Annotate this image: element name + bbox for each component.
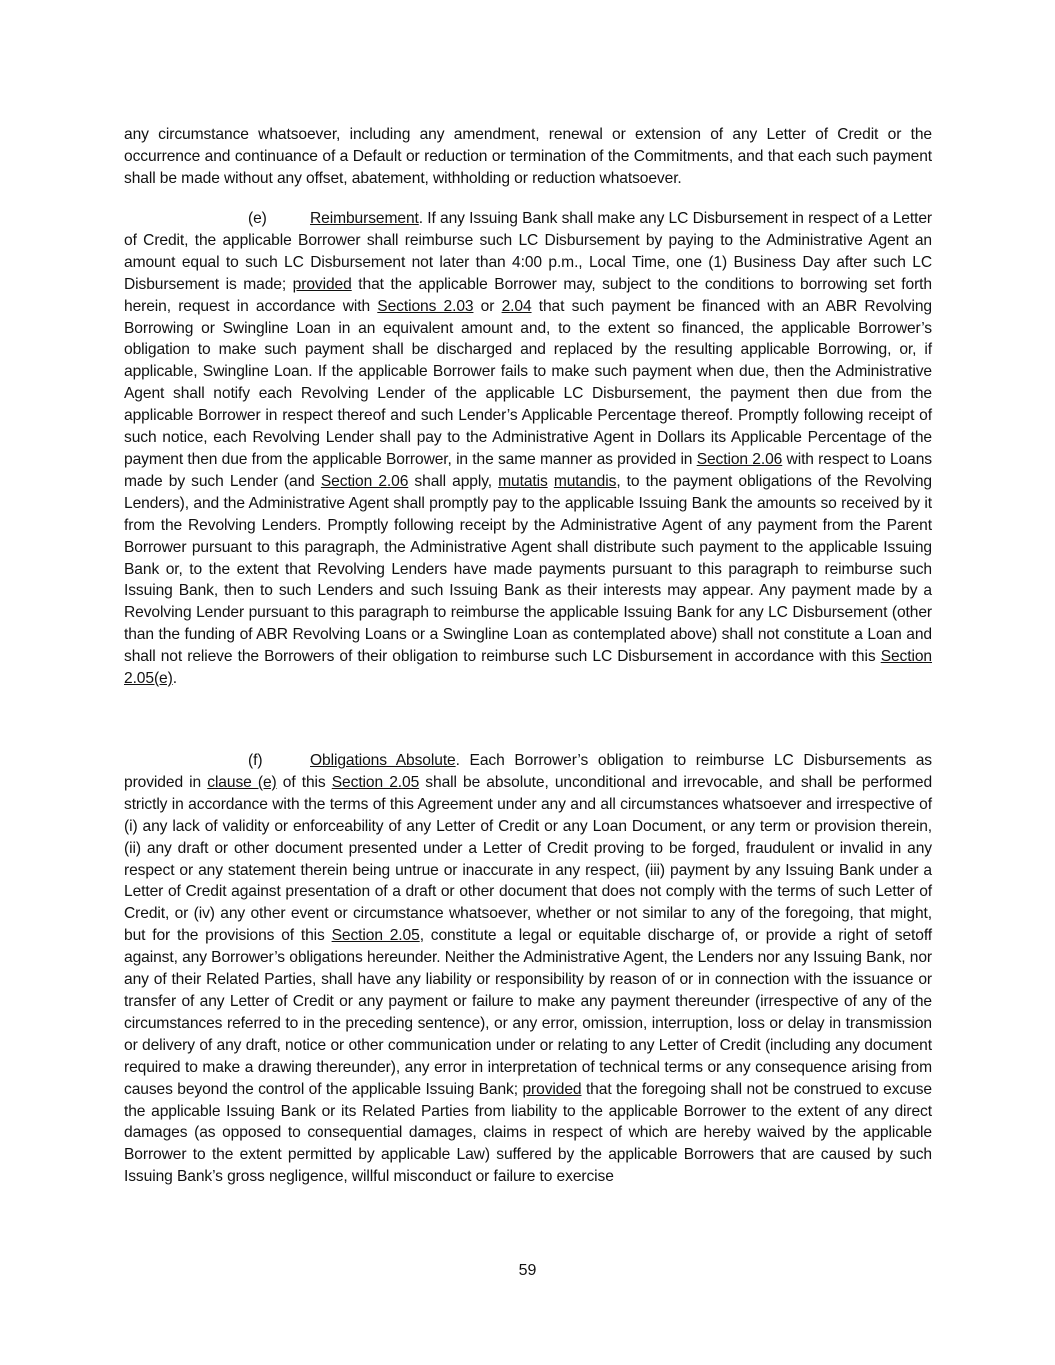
section-e-text: that the applicable Borrower may, subject to the conditions to borrowing set forth herein, request in accordance with <box>124 275 932 315</box>
latin-term: mutandis <box>553 472 617 490</box>
section-f-text: shall be absolute, unconditional and irrevocable, and shall be performed strictly in accordance with the terms of this Agreement under any and all circumstances whatsoever and irrespective of (i) any lack of validity or enforceability of any Letter of Credit or any Loan Document, or any term or provision therein, (ii) any draft or other document presented under a Letter of Credit proving to be forged, fraudulent or invalid in any respect or any statement therein being untrue or inaccurate in any respect, (iii) payment by any Issuing Bank under a Letter of Credit against presentation of a draft or other document that does not comply with the terms of such Letter of Credit, or (iv) any other event or circumstance whatsoever, whether or not similar to any of the foregoing, that might, but for the provisions of this <box>124 773 933 945</box>
section-f-text: of this <box>276 773 332 791</box>
latin-term: mutatis <box>498 472 548 490</box>
section-e-paragraph <box>124 208 932 690</box>
intro-paragraph-text: any circumstance whatsoever, including any amendment, renewal or extension of any Letter of Credit or the occurrence and continuance of a Default or reduction or termination of the Commitments, and that each such payment shall be made without any offset, abatement, withholding or reduction whatsoever. <box>124 126 932 187</box>
cross-reference-link[interactable]: Section 2.05(e) <box>124 648 932 688</box>
section-f-text: that the foregoing shall not be construed to excuse the applicable Issuing Bank or its Related Parties from liability to the applicable Borrower to the extent of any direct damages (as opposed to consequential damages, claims in respect of which are hereby waived by the applicable Borrower to the extent permitted by applicable Law) suffered by the applicable Borrowers that are caused by such Issuing Bank’s gross negligence, willful misconduct or failure to exercise <box>124 1080 932 1186</box>
section-e-heading: Reimbursement <box>310 210 419 227</box>
section-f-heading: Obligations Absolute <box>310 752 456 769</box>
cross-reference-link[interactable]: Section 2.05 <box>331 927 420 945</box>
section-f-provided: provided <box>522 1080 582 1098</box>
cross-reference-link[interactable]: Section 2.06 <box>320 472 409 490</box>
section-e-text: . If any Issuing Bank shall make any LC Disbursement in respect of a Letter of Credit, the applicable Borrower shall reimburse such LC Disbursement by paying to the Administrative Agent an amount equal to such LC Disbursement not later than 4:00 p.m., Local Time, one (1) Business Day after such LC Disbursement is made; <box>124 210 932 293</box>
cross-reference-link[interactable]: 2.04 <box>501 297 532 315</box>
section-e-text: or <box>473 297 502 315</box>
page-number: 59 <box>518 1262 537 1279</box>
section-e-provided: provided <box>292 275 352 293</box>
section-e-text: that such payment be financed with an ABR Revolving Borrowing or Swingline Loan in an equivalent amount and, to the extent so financed, the applicable Borrower’s obligation to make such payment shall be discharged and replaced by the resulting applicable Borrowing, or, if applicable, Swingline Loan. If the applicable Borrower fails to make such payment when due, then the Administrative Agent shall notify each Revolving Lender of the applicable LC Disbursement, the payment then due from the applicable Borrower in respect thereof and such Lender’s Applicable Percentage thereof. Promptly following receipt of such notice, each Revolving Lender shall pay to the Administrative Agent in Dollars its Applicable Percentage of the payment then due from the applicable Borrower, in the same manner as provided in <box>124 297 933 468</box>
section-e-text: shall apply, <box>408 472 499 490</box>
cross-reference-link[interactable]: clause (e) <box>207 773 277 791</box>
intro-paragraph <box>124 124 932 190</box>
cross-reference-link[interactable]: Section 2.06 <box>696 450 783 468</box>
section-f-enum: (f) <box>248 752 263 769</box>
section-e-enum: (e) <box>248 210 267 227</box>
section-f-text: , constitute a legal or equitable discharge of, or provide a right of setoff against, any Borrower’s obligations hereunder. Neither the Administrative Agent, the Lenders nor any Issuing Bank, nor any of their Related Parties, shall have any liability or responsibility by reason of or in connection with the issuance or transfer of any Letter of Credit or any payment or failure to make any payment thereunder (irrespective of any of the circumstances referred to in the preceding sentence), or any error, omission, interruption, loss or delay in transmission or delivery of any draft, notice or other communication under or relating to any Letter of Credit (including any document required to make a drawing thereunder), any error in interpretation of technical terms or any consequence arising from causes beyond the control of the applicable Issuing Bank; <box>124 927 932 1098</box>
section-f-text: . Each Borrower’s obligation to reimburse LC Disbursements as provided in <box>124 752 932 791</box>
cross-reference-link[interactable]: Sections 2.03 <box>377 297 474 315</box>
section-e-text: , to the payment obligations of the Revolving Lenders), and the Administrative Agent shall promptly pay to the applicable Issuing Bank the amounts so received by it from the Revolving Lenders. Promptly following receipt by the Administrative Agent of any payment from the Parent Borrower pursuant to this paragraph, the Administrative Agent shall distribute such payment to the applicable Issuing Bank or, to the extent that Revolving Lenders have made payments pursuant to this paragraph to reimburse such Issuing Bank, then to such Lenders and such Issuing Bank as their interests may appear. Any payment made by a Revolving Lender pursuant to this paragraph to reimburse the applicable Issuing Bank for any LC Disbursement (other than the funding of ABR Revolving Loans or a Swingline Loan as contemplated above) shall not constitute a Loan and shall not relieve the Borrowers of their obligation to reimburse such LC Disbursement in accordance with this <box>124 472 933 666</box>
section-e-text: . <box>172 670 177 688</box>
cross-reference-link[interactable]: Section 2.05 <box>331 773 420 791</box>
section-f-paragraph <box>124 750 932 1188</box>
section-e-text: with respect to Loans made by such Lender (and <box>124 450 932 490</box>
